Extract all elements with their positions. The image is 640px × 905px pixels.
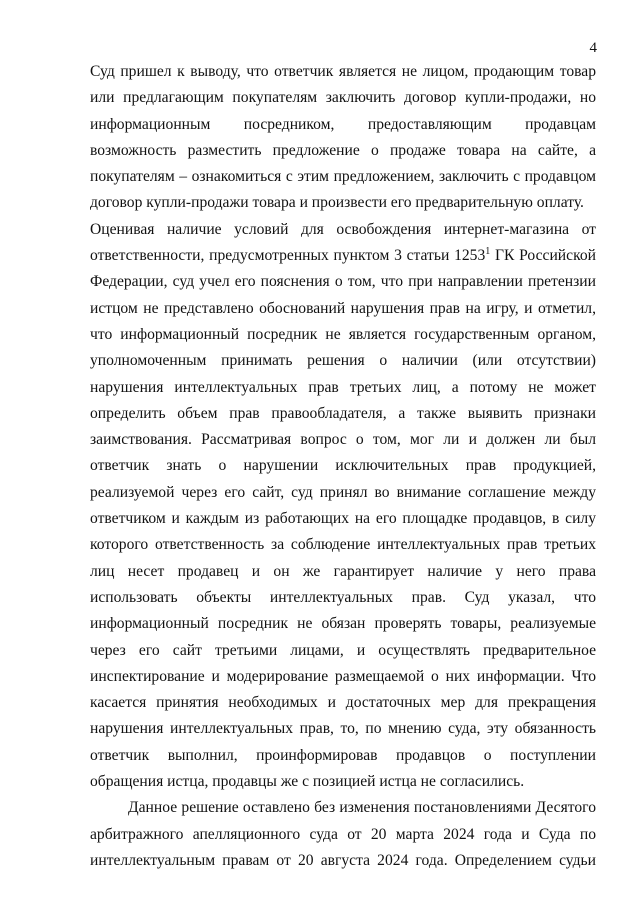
text-line: нарушения интеллектуальных прав, то, по мнению суда, эту обязанность <box>90 720 596 738</box>
text-line: реализуемой через его сайт, суд принял во внимание соглашение между <box>90 483 596 501</box>
text-line: что информационный посредник не является государственным органом, <box>90 325 596 343</box>
text-line: информационным посредником, предоставляющим продавцам <box>90 115 596 133</box>
page-number: 4 <box>589 40 597 56</box>
text-line: через его сайт третьими лицами, и осуществлять предварительное <box>90 641 596 659</box>
text-line: арбитражного апелляционного суда от 20 марта 2024 года и Суда по <box>90 825 596 843</box>
text-line: определить объем прав правообладателя, а также выявить признаки <box>90 404 596 422</box>
text-line: инспектирование и модерирование размещаемой о них информации. Что <box>90 667 596 685</box>
text-line: использовать объекты интеллектуальных прав. Суд указал, что <box>90 588 596 606</box>
text-line: информационный посредник не обязан проверять товары, реализуемые <box>90 615 596 633</box>
text-fragment: ГК Российской <box>490 247 597 265</box>
text-line: ответчиком и каждым из работающих на его площадке продавцов, в силу <box>90 510 596 528</box>
text-line: Федерации, суд учел его пояснения о том, что при направлении претензии <box>90 273 596 291</box>
text-line: Суд пришел к выводу, что ответчик является не лицом, продающим товар <box>90 63 596 80</box>
text-line: нарушения интеллектуальных прав третьих лиц, а потому не может <box>90 378 596 396</box>
text-line: истцом не представлено обоснований нарушения прав на игру, и отметил, <box>90 299 596 317</box>
text-line: касается принятия необходимых и достаточных мер для прекращения <box>90 694 596 712</box>
text-line: договор купли-продажи товара и произвести его предварительную оплату. <box>90 194 584 212</box>
footnote-marker: 1 <box>485 246 491 258</box>
text-line: или предлагающим покупателям заключить договор купли-продажи, но <box>90 89 596 107</box>
text-line-with-footnote <box>90 243 596 269</box>
text-line: интеллектуальным правам от 20 августа 2024 года. Определением судьи <box>90 851 596 869</box>
text-line: лиц несет продавец и он же гарантирует наличие у него права <box>90 562 596 580</box>
text-line: Данное решение оставлено без изменения постановлениями Десятого <box>128 799 596 817</box>
text-line: заимствования. Рассматривая вопрос о том, мог ли и должен ли был <box>90 431 596 449</box>
text-line: уполномоченным принимать решения о наличии (или отсутствии) <box>90 352 596 370</box>
text-line: обращения истца, продавцы же с позицией истца не согласились. <box>90 773 525 791</box>
text-line: возможность разместить предложение о продаже товара на сайте, а <box>90 141 596 159</box>
document-body <box>90 59 596 874</box>
text-fragment: ответственности, предусмотренных пунктом 3 статьи 1253 <box>90 247 486 265</box>
text-line: покупателям – ознакомиться с этим предложением, заключить с продавцом <box>90 168 596 186</box>
text-line: Оценивая наличие условий для освобождения интернет-магазина от <box>90 220 596 238</box>
text-line: которого ответственность за соблюдение интеллектуальных прав третьих <box>90 536 596 554</box>
text-line: ответчик знать о нарушении исключительных прав продукцией, <box>90 457 596 475</box>
text-line: ответчик выполнил, проинформировав продавцов о поступлении <box>90 746 596 764</box>
